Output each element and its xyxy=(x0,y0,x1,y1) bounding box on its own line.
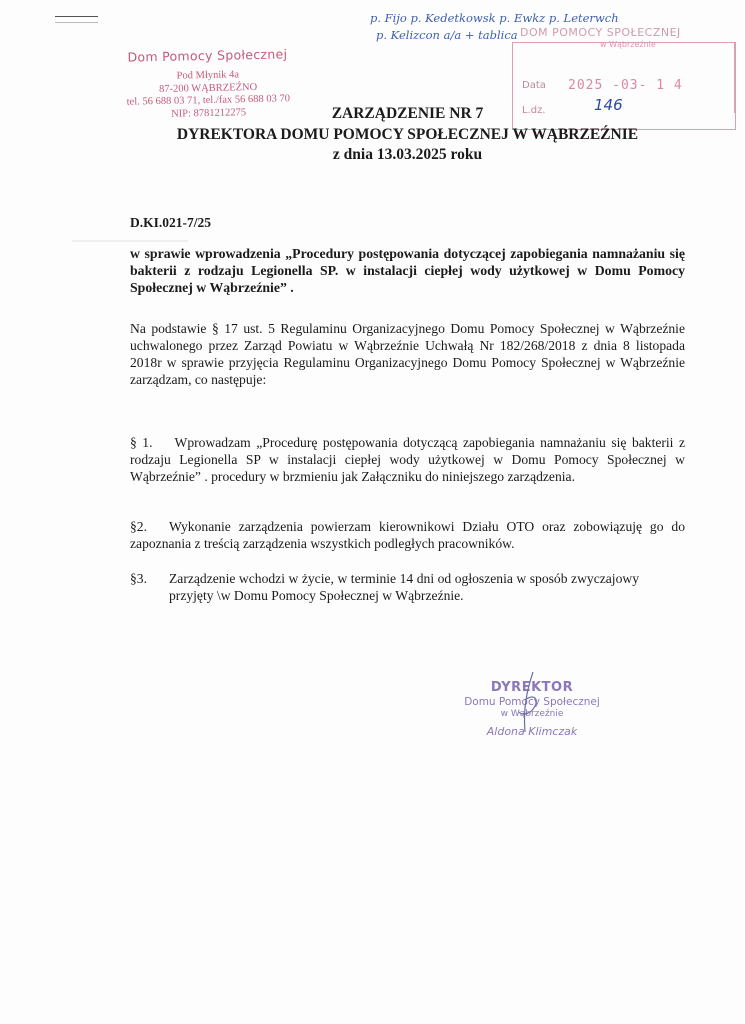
section-3 xyxy=(130,570,685,604)
handwritten-line: p. Fijo p. Kedetkowsk p. Ewkz p. Leterwch xyxy=(370,11,619,25)
reference-number: D.KI.021-7/25 xyxy=(130,215,211,230)
receipt-number-label: L.dz. xyxy=(522,105,546,116)
director-city: w Wąbrzeźnie xyxy=(500,709,564,719)
scan-edge-line xyxy=(55,22,98,23)
receipt-stamp-title: DOM POMOCY SPOŁECZNEJ xyxy=(520,26,681,39)
stamp-nip: NIP: 8781212275 xyxy=(171,106,247,120)
section-text: Wprowadzam „Procedurę postępowania dotyczącą zapobiegania namnażaniu się bakterii z rodzaju Legionella SP w instalacji ciepłej wody użytkowej w Domu Pomocy Społecznej w Wąbrzeźnie” . procedury w brzmieniu jak Załączniku do niniejszego zarządzenia. xyxy=(130,435,685,484)
legal-basis-paragraph: Na podstawie § 17 ust. 5 Regulaminu Organizacyjnego Domu Pomocy Społecznej w Wąbrzeźnie uchwalonego przez Zarząd Powiatu w Wąbrzeźnie Uchwałą Nr 182/268/2018 z dnia 8 listopada 2018r w sprawie przyjęcia Regulaminu Organizacyjnego Domu Pomocy Społecznej w Wąbrzeźnie zarządzam, co następuje: xyxy=(130,321,685,387)
director-title: DYREKTOR xyxy=(490,680,574,695)
scan-edge-line xyxy=(55,16,98,17)
director-signature xyxy=(505,670,555,740)
faint-scan-mark xyxy=(70,238,190,244)
document-title: ZARZĄDZENIE NR 7 xyxy=(331,105,484,122)
section-1 xyxy=(130,434,685,485)
receipt-date-label: Data xyxy=(522,80,546,91)
section-text: Zarządzenie wchodzi w życie, w terminie 14 dni od ogłoszenia w sposób zwyczajowy przyjęty \w Domu Pomocy Społecznej w Wąbrzeźnie. xyxy=(169,571,639,603)
section-number: § 1. xyxy=(130,435,153,450)
document-date: z dnia 13.03.2025 roku xyxy=(332,146,483,163)
section-number: §3. xyxy=(130,571,147,586)
handwritten-distribution-note xyxy=(370,10,740,44)
receipt-date-value: 2025 -03- 1 4 xyxy=(568,78,683,93)
stamp-street: Pod Młynik 4a xyxy=(176,69,240,82)
receipt-number-value: 146 xyxy=(594,96,623,114)
director-institution: Domu Pomocy Społecznej xyxy=(464,696,600,708)
stamp-city: 87-200 WĄBRZEŹNO xyxy=(158,81,258,95)
stamp-phone: tel. 56 688 03 71, tel./fax 56 688 03 70 xyxy=(126,93,291,108)
section-number: §2. xyxy=(130,519,147,534)
subject-paragraph: w sprawie wprowadzenia „Procedury postępowania dotyczącej zapobiegania namnażaniu się bakterii z rodzaju Legionella SP. w instalacji ciepłej wody użytkowej w Domu Pomocy Społecznej w Wąbrzeźnie” . xyxy=(130,246,685,295)
section-text: Wykonanie zarządzenia powierzam kierownikowi Działu OTO oraz zobowiązuję go do zapoznania z treścią zarządzenia wszystkich podległych pracowników. xyxy=(130,519,685,551)
receipt-stamp-subtitle: w Wąbrzeźnie xyxy=(600,40,656,49)
director-name: Aldona Klimczak xyxy=(486,725,578,738)
handwritten-line: p. Kelizcon a/a + tablica xyxy=(376,28,518,42)
stamp-name: Dom Pomocy Społecznej xyxy=(127,46,288,65)
section-2 xyxy=(130,518,685,552)
document-issuer: DYREKTORA DOMU POMOCY SPOŁECZNEJ W WĄBRZEŹNIE xyxy=(176,126,639,143)
